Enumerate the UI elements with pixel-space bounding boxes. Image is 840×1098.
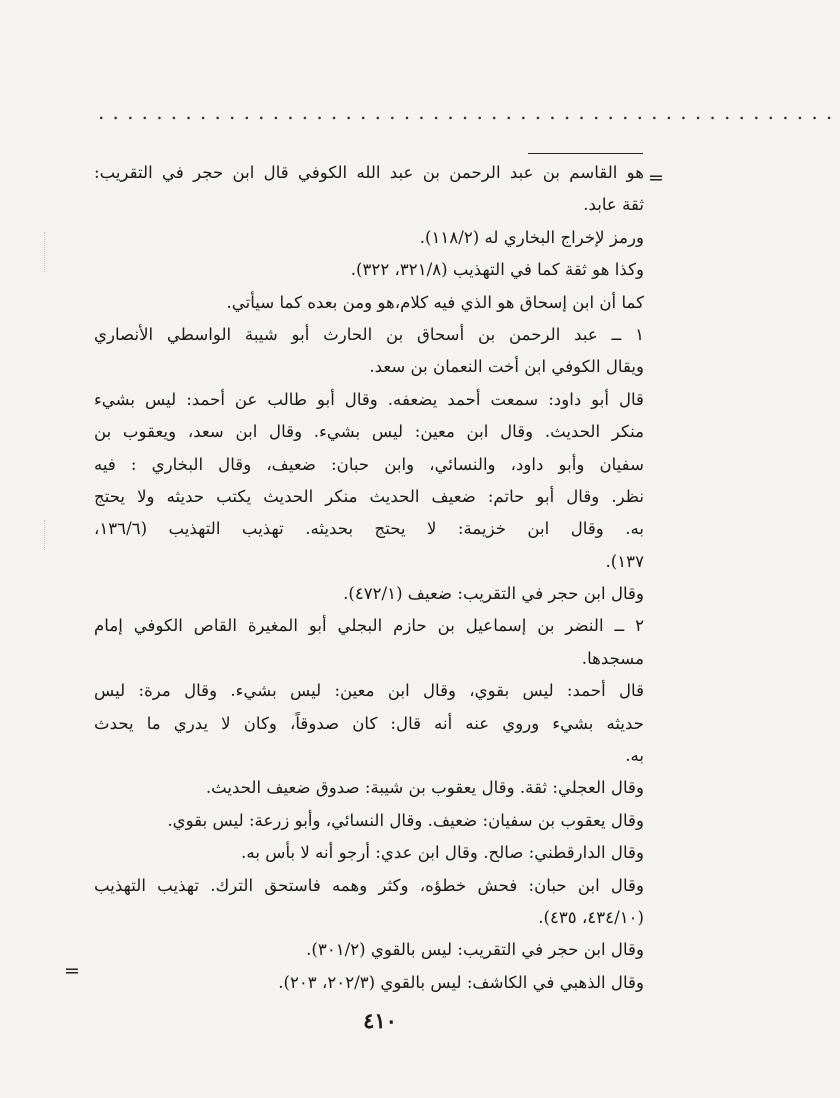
text-line: ١ ــ عبد الرحمن بن أسحاق بن الحارث أبو شيبة الواسطي الأنصاري (94, 324, 644, 344)
margin-marker-top: = (648, 167, 664, 189)
margin-tick (44, 232, 45, 272)
margin-marker-bottom: = (64, 960, 80, 982)
text-line: ويقال الكوفي ابن أخت النعمان بن سعد. (369, 357, 644, 377)
page-number: ٤١٠ (363, 1008, 397, 1033)
text-line: نظر. وقال أبو حاتم: ضعيف الحديث منكر الحديث يكتب حديثه ولا يحتج (94, 486, 644, 506)
text-line: قال أبو داود: سمعت أحمد يضعفه. وقال أبو طالب عن أحمد: ليس بشيء (94, 389, 644, 409)
text-line: قال أحمد: ليس بقوي، وقال ابن معين: ليس بشيء. وقال مرة: ليس (94, 681, 644, 701)
margin-tick (44, 520, 45, 550)
text-line: حديثه بشيء وروي عنه أنه قال: كان صدوقاً، وكان لا يدري ما يحدث (94, 713, 644, 733)
text-line: مسجدها. (581, 648, 644, 668)
dotted-separator: ................................................... (98, 100, 840, 124)
text-line: ورمز لإخراج البخاري له (١١٨/٢). (419, 227, 644, 247)
text-line: ١٣٧). (605, 551, 644, 571)
text-line: وقال ابن حجر في التقريب: ليس بالقوي (٣٠١/٢). (306, 940, 644, 960)
text-line: هو القاسم بن عبد الرحمن بن عبد الله الكوفي قال ابن حجر في التقريب: (94, 163, 644, 182)
footnote-rule (528, 153, 643, 154)
text-line: وقال العجلي: ثقة. وقال يعقوب بن شيبة: صدوق ضعيف الحديث. (205, 778, 644, 798)
text-line: وكذا هو ثقة كما في التهذيب (٣٢١/٨، ٣٢٢). (350, 260, 644, 280)
footnote-text-block (94, 157, 644, 999)
text-line: وقال ابن حجر في التقريب: ضعيف (٤٧٢/١). (343, 584, 644, 604)
text-line: وقال الدارقطني: صالح. وقال ابن عدي: أرجو أنه لا بأس به. (241, 843, 644, 863)
text-line: منكر الحديث. وقال ابن معين: ليس بشيء. وقال ابن سعد، ويعقوب بن (94, 422, 644, 442)
text-line: ٢ ــ النضر بن إسماعيل بن حازم البجلي أبو المغيرة القاص الكوفي إمام (94, 616, 644, 636)
text-line: وقال ابن حبان: فحش خطؤه، وكثر وهمه فاستحق الترك. تهذيب التهذيب (94, 875, 644, 895)
text-line: ثقة عابد. (583, 195, 644, 215)
text-line: وقال يعقوب بن سفيان: ضعيف. وقال النسائي، وأبو زرعة: ليس بقوي. (167, 810, 644, 830)
text-line: كما أن ابن إسحاق هو الذي فيه كلام،هو ومن بعده كما سيأتي. (226, 292, 644, 312)
text-line: به. (625, 746, 644, 766)
text-line: به. وقال ابن خزيمة: لا يحتج بحديثه. تهذيب التهذيب (١٣٦/٦، (94, 519, 644, 539)
text-line: وقال الذهبي في الكاشف: ليس بالقوي (٢٠٢/٣، ٢٠٣). (278, 972, 644, 992)
text-line: (٤٣٤/١٠، ٤٣٥). (538, 907, 644, 927)
text-line: سفيان وأبو داود، والنسائي، وابن حبان: ضعيف، وقال البخاري : فيه (94, 454, 644, 474)
